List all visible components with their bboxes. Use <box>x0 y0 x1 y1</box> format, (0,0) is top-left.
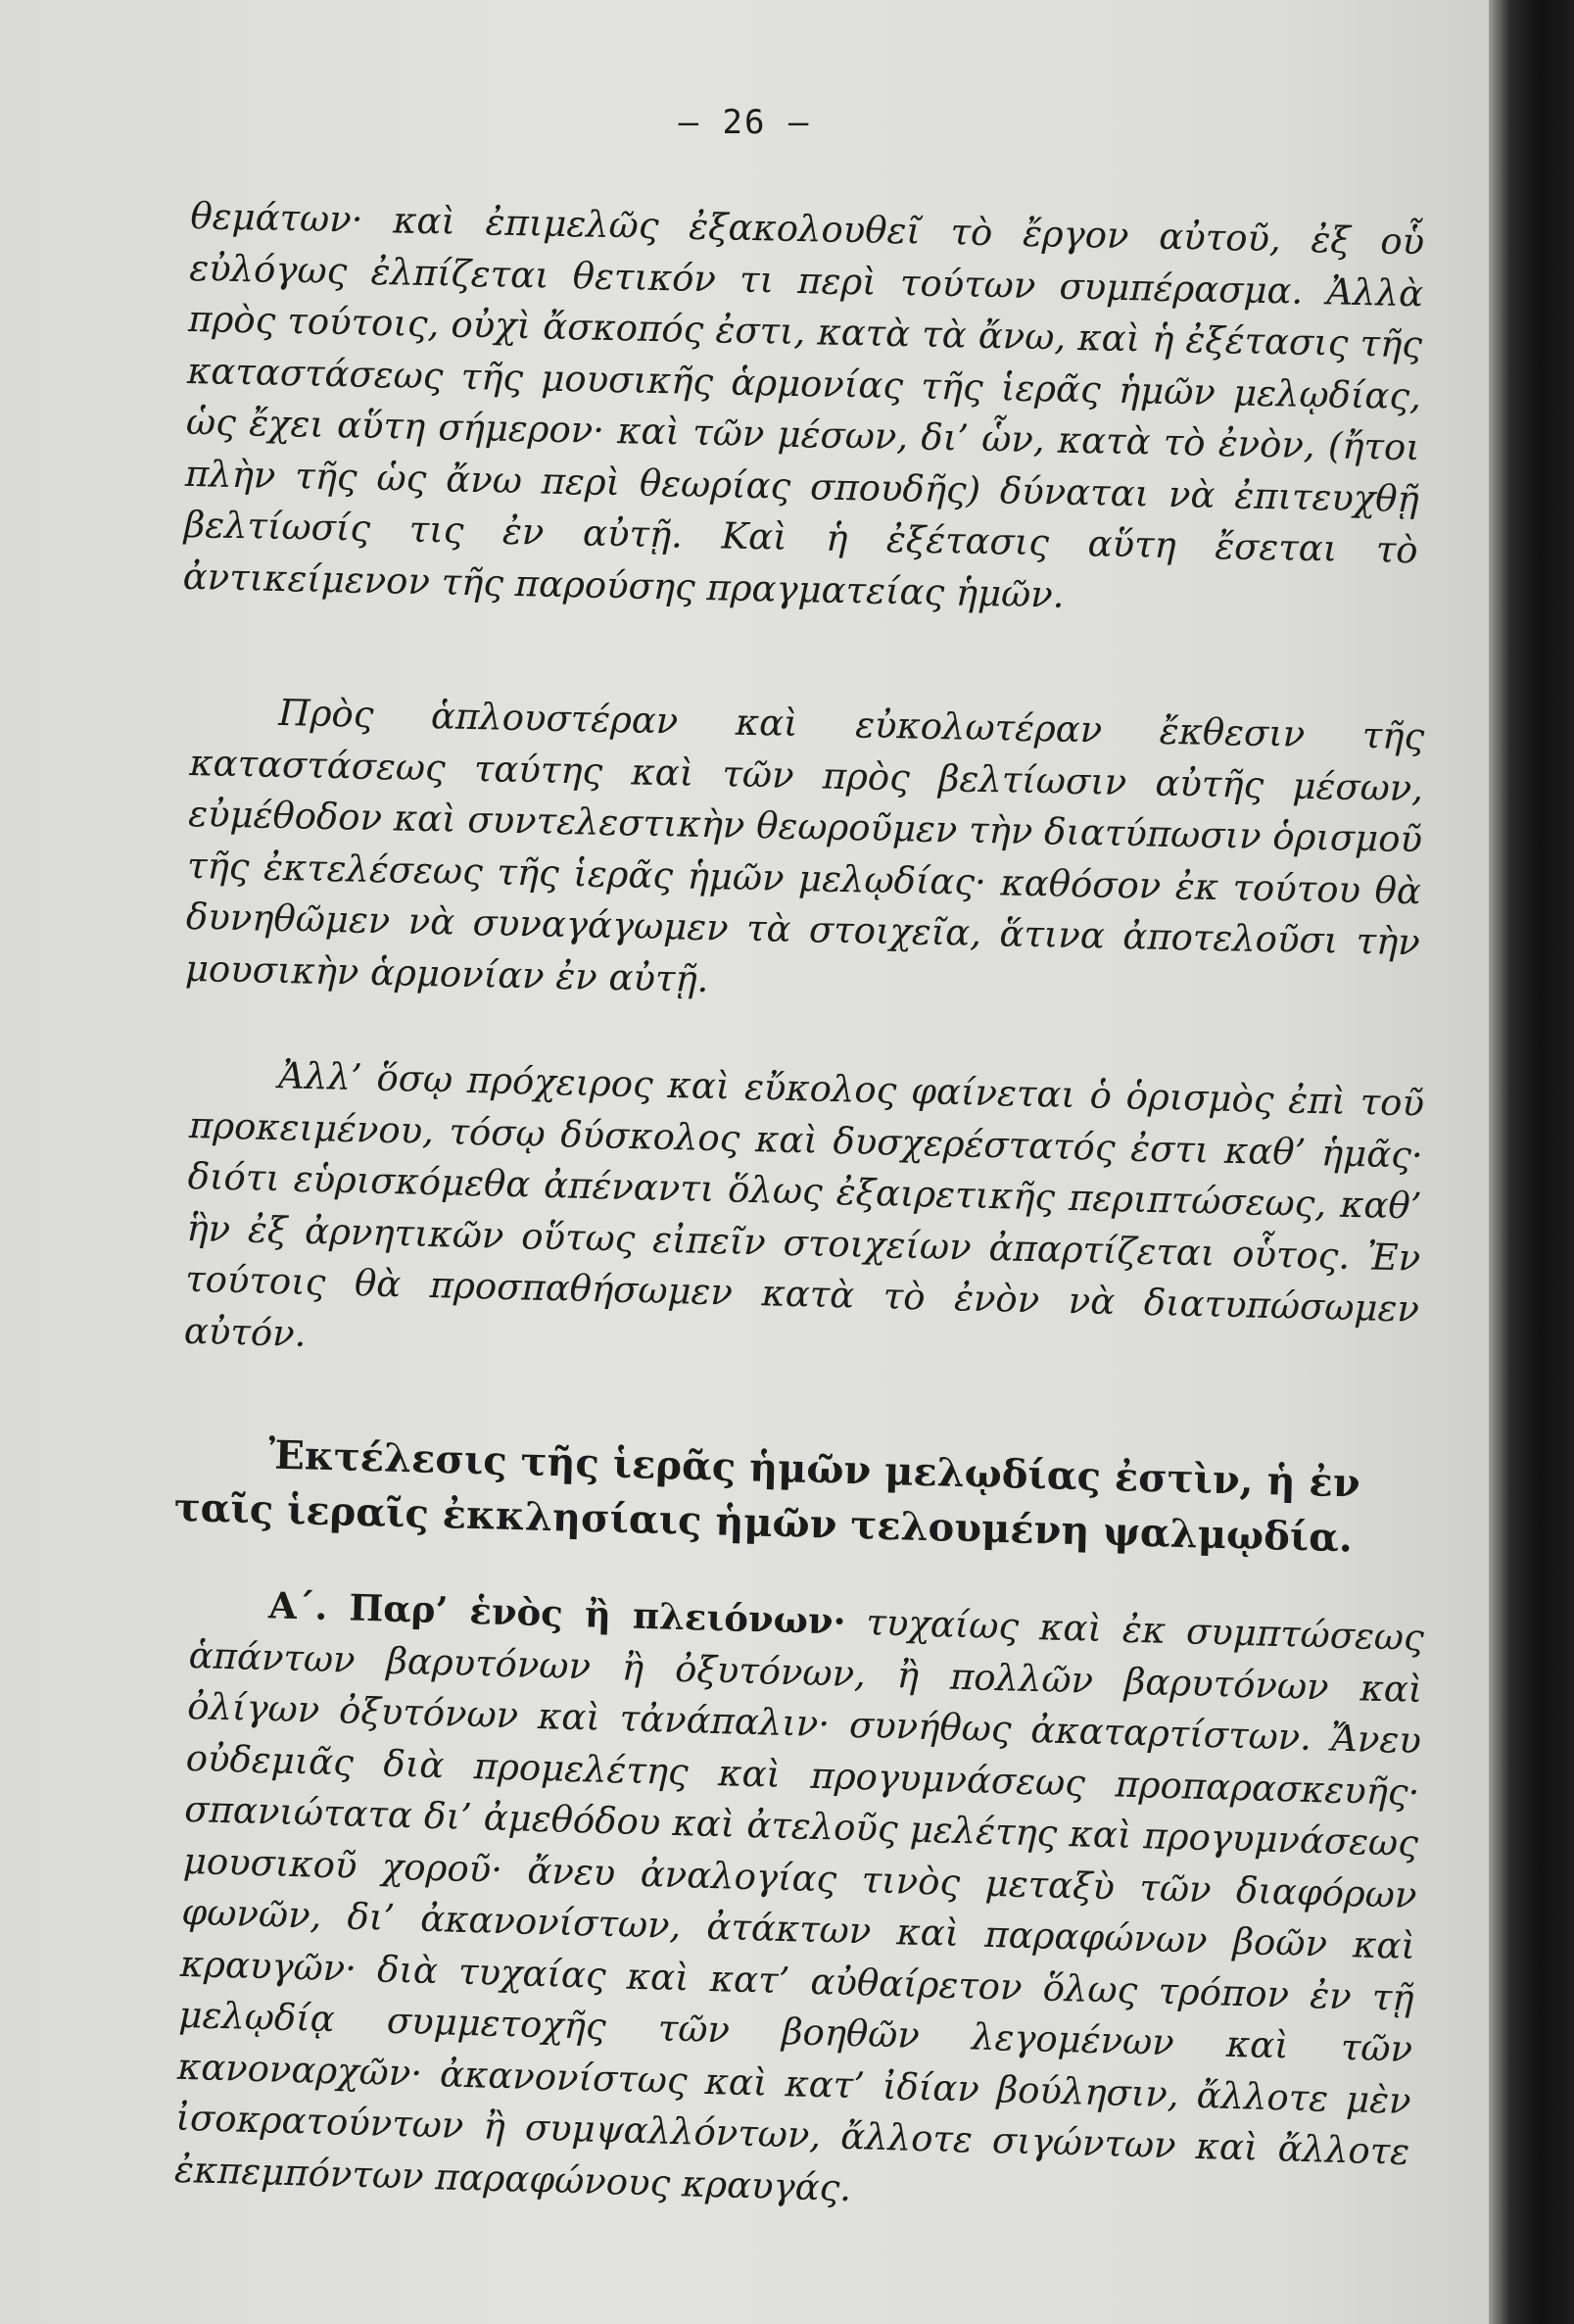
page-number: — 26 — <box>678 103 811 142</box>
book-binding-edge <box>1489 0 1574 2324</box>
paragraph-block-3 <box>183 1048 1424 1387</box>
section-a-text: τυχαίως καὶ ἐκ συμπτώσεως ἁπάντων βαρυτόνων ἢ ὀξυτόνων, ἢ πολλῶν βαρυτόνων καὶ ὀλίγων ὀξυτόνων καὶ τἀνάπαλιν· συνήθως ἀκαταρτίστων. Ἄνευ οὐδεμιᾶς διὰ προμελέτης καὶ προγυμνάσεως προπαρασκευῆς· σπανιώτατα δι’ ἀμεθόδου καὶ ἀτελοῦς μελέτης καὶ προγυμνάσεως μουσικοῦ χοροῦ· ἄνευ ἀναλογίας τινὸς μεταξὺ τῶν διαφόρων φωνῶν, δι’ ἀκανονίστων, ἀτάκτων καὶ παραφώνων βοῶν καὶ κραυγῶν· διὰ τυχαίας καὶ κατ’ αὐθαίρετον ὅλως τρόπον ἐν τῇ μελῳδίᾳ συμμετοχῆς τῶν βοηθῶν λεγομένων καὶ τῶν κανοναρχῶν· ἀκανονίστως καὶ κατ’ ἰδίαν βούλησιν, ἄλλοτε μὲν ἰσοκρατούντων ἢ συμψαλλόντων, ἄλλοτε σιγώντων καὶ ἄλλοτε ἐκπεμπόντων παραφώνους κραυγάς. <box>173 1600 1425 2209</box>
paragraph-3: Ἀλλ’ ὅσῳ πρόχειρος καὶ εὔκολος φαίνεται ὁ ὁρισμὸς ἐπὶ τοῦ προκειμένου, τόσῳ δύσκολος καὶ δυσχερέστατός ἐστι καθ’ ἡμᾶς· διότι εὑρισκόμεθα ἀπέναντι ὅλως ἐξαιρετικῆς περιπτώσεως, καθ’ ἣν ἐξ ἀρνητικῶν οὕτως εἰπεῖν στοιχείων ἀπαρτίζεται οὗτος. Ἐν τούτοις θὰ προσπαθήσωμεν κατὰ τὸ ἐνὸν νὰ διατυπώσωμεν αὐτόν. <box>183 1054 1425 1355</box>
paragraph-1: θεμάτων· καὶ ἐπιμελῶς ἐξακολουθεῖ τὸ ἔργον αὐτοῦ, ἐξ οὗ εὐλόγως ἐλπίζεται θετικόν τι περὶ τούτων συμπέρασμα. Ἀλλὰ πρὸς τούτοις, οὐχὶ ἄσκοπός ἐστι, κατὰ τὰ ἄνω, καὶ ἡ ἐξέτασις τῆς καταστάσεως τῆς μουσικῆς ἁρμονίας τῆς ἱερᾶς ἡμῶν μελῳδίας, ὡς ἔχει αὕτη σήμερον· καὶ τῶν μέσων, δι’ ὧν, κατὰ τὸ ἐνὸν, (ἤτοι πλὴν τῆς ὡς ἄνω περὶ θεωρίας σπουδῆς) δύναται νὰ ἐπιτευχθῇ βελτίωσίς τις ἐν αὐτῇ. Καὶ ἡ ἐξέτασις αὕτη ἔσεται τὸ ἀντικείμενον τῆς παρούσης πραγματείας ἡμῶν. <box>182 194 1425 616</box>
section-a-paragraph <box>173 1577 1424 2230</box>
paragraph-block-2 <box>184 686 1424 1020</box>
paragraph-2: Πρὸς ἁπλουστέραν καὶ εὐκολωτέραν ἔκθεσιν τῆς καταστάσεως ταύτης καὶ τῶν πρὸς βελτίωσιν αὐτῆς μέσων, εὐμέθοδον καὶ συντελεστικὴν θεωροῦμεν τὴν διατύπωσιν ὁρισμοῦ τῆς ἐκτελέσεως τῆς ἱερᾶς ἡμῶν μελῳδίας· καθόσον ἐκ τούτου θὰ δυνηθῶμεν νὰ συναγάγωμεν τὰ στοιχεῖα, ἅτινα ἀποτελοῦσι τὴν μουσικὴν ἁρμονίαν ἐν αὐτῇ. <box>184 691 1425 1000</box>
paragraph-continuation <box>182 191 1425 628</box>
section-heading: Ἐκτέλεσις τῆς ἱερᾶς ἡμῶν μελῳδίας ἐστὶν, ἡ ἐν ταῖς ἱεραῖς ἐκκλησίαις ἡμῶν τελουμένη ψαλμῳδία. <box>173 1431 1361 1562</box>
section-a-lead: Α΄. Παρ’ ἑνὸς ἢ πλειόνων· <box>267 1583 847 1643</box>
section-a <box>173 1577 1424 2230</box>
